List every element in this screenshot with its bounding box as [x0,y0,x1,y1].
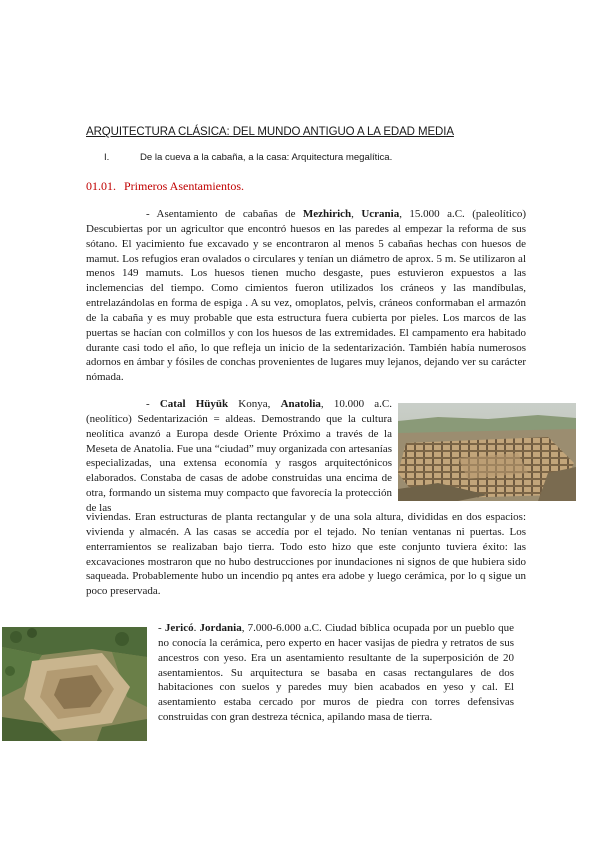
entry-dash: - [146,398,150,410]
entry-body-part-1: (neolítico) Sedentarización = aldeas. Demostrando que la cultura neolítica avanzó a Europa desde Oriente Próximo a través de la Meseta de Anatolia. Fue una “ciudad” muy organizada con artesanías especializadas, una extensa economía y rasgos arquitectónicos elaborados. Constaba de casas de adobe construidas una encima de otra, formando un sistema muy compacto que favorecía la protección de las [86,412,392,514]
catal-huyuk-photo [398,403,576,501]
section-heading [86,179,244,194]
entry-body: (paleolítico) Descubiertas por un agricultor que encontró huesos en las paredes al empezar la reforma de sus sótano. El yacimiento fue excavado y se encontraron al menos 5 cabañas hechas con huesos de mamut. Los refugios eran ovalados o circulares y tenían un diámetro de aprox. 5 m. Se utilizaron al menos 149 mamuts. Los huesos tienen mucho desgaste, pues estuvieron expuestos a las inclemencias del tiempo. Como cimientos fueron utilizados los cráneos y las mandíbulas, entrelazándolas en forma de espiga . A su vez, omoplatos, pelvis, cráneos conformaban el armazón de la cabaña y es muy probable que esta estructura fuera cubierta por pieles. Los marcos de las puertas se hacían con colmillos y con los huesos de las extremidades. El campamento era habitado durante casi todo el año, lo que refleja un inicio de la sedentarización. También había numerosos adornos en ámbar y fósiles de conchas provenientes de lugares muy lejanos, dejando ver su carácter nómada. [86,208,527,384]
entry-catal-huyuk [86,397,392,516]
entry-place-prefix: Konya, [228,398,281,410]
section-title: Primeros Asentamientos. [124,179,244,193]
entry-body: Ciudad bíblica ocupada por un pueblo que no conocía la cerámica, pero experto en hacer vasijas de piedra y retratos de sus ancestros con yeso. Era un asentamiento resultante de la superposición de 20 asentamientos. Su arquitectura se basaba en casas rectangulares de dos habitaciones con suelos y paredes muy bien acabados en yeso y cal. El asentamiento estaba cercado por muros de piedra con torres defensivas construidas con gran destreza técnica, apilando masa de tierra. [158,622,515,724]
jerico-photo [2,627,147,741]
entry-date: , 10.000 a.C. [320,398,393,410]
entry-jerico: - Jericó. Jordania, 7.000-6.000 a.C. Ciudad bíblica ocupada por un pueblo que no conocía la cerámica, pero experto en hacer vasijas de piedra y retratos de sus ancestros con yeso. Era un asentamiento resultante de la superposición de 20 asentamientos. Su arquitectura se basaba en casas rectangulares de dos habitaciones con suelos y paredes muy bien acabados en yeso y cal. El asentamiento estaba cercado por muros de piedra con torres defensivas construidas con gran destreza técnica, apilando masa de tierra. [158,622,515,724]
aerial-excavation-image [2,627,147,741]
entry-dash: - [158,622,162,634]
entry-site-name: Catal Hüyük [159,398,229,410]
entry-site-name: Jericó [164,622,194,634]
entry-intro: Asentamiento de cabañas de [156,208,296,220]
entry-site-name: Mezhirich [302,208,352,220]
entry-date: , 7.000-6.000 a.C. [241,622,322,634]
chapter-number: I. [104,152,110,163]
entry-body-part-2: viviendas. Eran estructuras de planta rectangular y de una sola altura, divididas en dos espacios: vivienda y almacén. A las casas se accedía por el tejado. No tenían ventanas ni puertas. Los enterramientos se realizaban bajo tierra. Todo esto hizo que este conjunto tuviera éxito: las excavaciones mostraron que no hubo destrucciones por inundaciones ni signos de que hubiera sido saqueada. Probablemente hubo un incendio pq antes era adobe y luego cerámica, por lo q sigue un poco preservada. [86,511,526,598]
chapter-subheading [104,152,392,163]
document-title: ARQUITECTURA CLÁSICA: DEL MUNDO ANTIGUO A LA EDAD MEDIA [86,126,454,138]
aerial-settlement-image [398,403,576,501]
entry-place: Ucrania [361,208,400,220]
entry-dash: - [146,208,150,220]
section-number: 01.01. [86,179,116,193]
entry-place: Anatolia [280,398,321,410]
chapter-title: De la cueva a la cabaña, a la casa: Arquitectura megalítica. [140,152,393,163]
entry-catal-huyuk-continued [86,510,526,599]
entry-place: Jordania [199,622,242,634]
entry-date: , 15.000 a.C. [399,208,465,220]
entry-mezhirich: - Asentamiento de cabañas de Mezhirich, Ucrania, 15.000 a.C. (paleolítico) Descubiertas por un agricultor que encontró huesos en las paredes al empezar la reforma de sus sótano. El yacimiento fue excavado y se encontraron al menos 5 cabañas hechas con huesos de mamut. Los refugios eran ovalados o circulares y tenían un diámetro de aprox. 5 m. Se utilizaron al menos 149 mamuts. Los huesos tienen mucho desgaste, pues estuvieron expuestos a las inclemencias del tiempo. Como cimientos fueron utilizados los cráneos y las mandíbulas, entrelazándolas en forma de espiga . A su vez, omoplatos, pelvis, cráneos conformaban el armazón de la cabaña y es muy probable que esta estructura fuera cubierta por pieles. Los marcos de las puertas se hacían con colmillos y con los huesos de las extremidades. El campamento era habitado durante casi todo el año, lo que refleja un inicio de la sedentarización. También había numerosos adornos en ámbar y fósiles de conchas provenientes de lugares muy lejanos, dejando ver su carácter nómada. [86,208,527,384]
